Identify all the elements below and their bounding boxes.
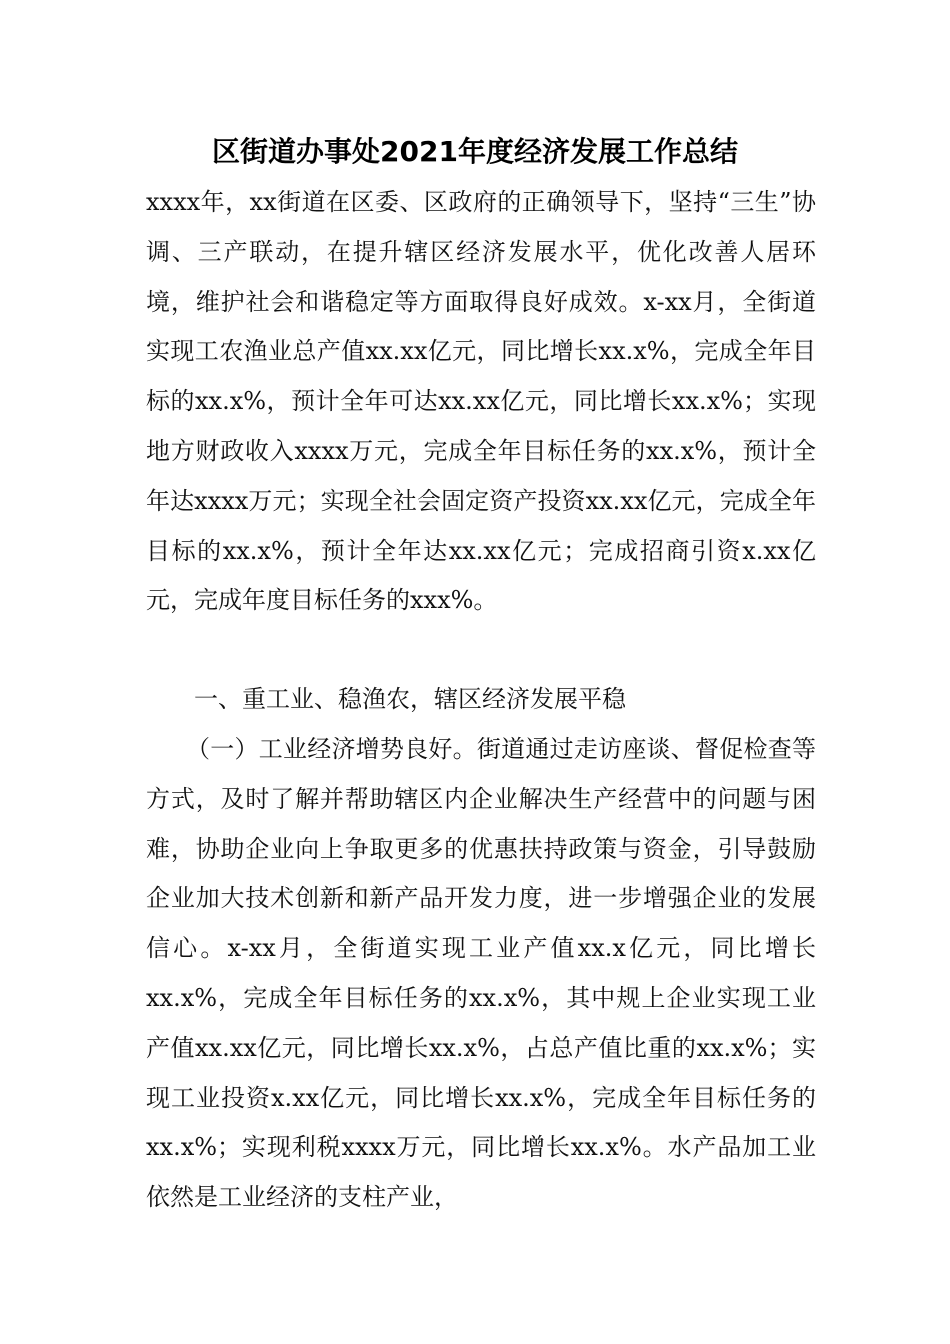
section-paragraph: （一）工业经济增势良好。街道通过走访座谈、督促检查等方式，及时了解并帮助辖区内企业解决生产经营中的问题与困难，协助企业向上争取更多的优惠扶持政策与资金，引导鼓励企业加大技术创新和新产品开发力度，进一步增强企业的发展信心。x-xx月，全街道实现工业产值xx.x亿元，同比增长xx.x%，完成全年目标任务的xx.x%，其中规上企业实现工业产值xx.xx亿元，同比增长xx.x%，占总产值比重的xx.x%；实现工业投资x.xx亿元，同比增长xx.x%，完成全年目标任务的xx.x%；实现利税xxxx万元，同比增长xx.x%。水产品加工业依然是工业经济的支柱产业， <box>146 735 816 1212</box>
intro-paragraph: xxxx年，xx街道在区委、区政府的正确领导下，坚持“三生”协调、三产联动，在提升辖区经济发展水平，优化改善人居环境，维护社会和谐稳定等方面取得良好成效。x-xx月，全街道实现工农渔业总产值xx.xx亿元，同比增长xx.x%，完成全年目标的xx.x%，预计全年可达xx.xx亿元，同比增长xx.x%；实现地方财政收入xxxx万元，完成全年目标任务的xx.x%，预计全年达xxxx万元；实现全社会固定资产投资xx.xx亿元，完成全年目标的xx.x%，预计全年达xx.xx亿元；完成招商引资x.xx亿元，完成年度目标任务的xxx%。 <box>146 188 816 615</box>
document-title: 区街道办事处2021年度经济发展工作总结 <box>212 135 738 168</box>
section-heading: 一、重工业、稳渔农，辖区经济发展平稳 <box>194 685 626 713</box>
